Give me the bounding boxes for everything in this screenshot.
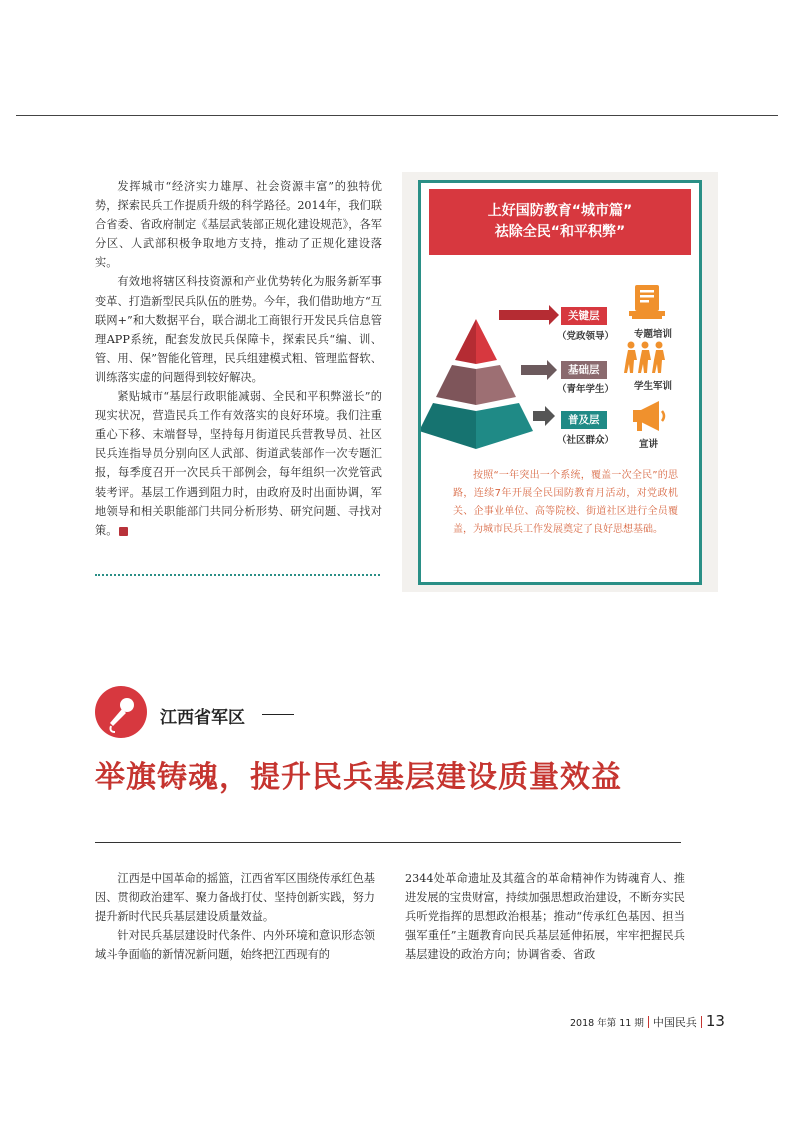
article-headline: 举旗铸魂，提升民兵基层建设质量效益 [95,760,622,795]
layer-label-key: 关键层 [561,307,607,325]
end-mark-icon: 民 [119,527,128,536]
megaphone-icon [629,399,671,433]
footer-issue: 2018 年第 11 期 [570,1018,644,1029]
document-stand-icon [626,283,668,321]
section-kicker: 江西省军区 [160,708,245,728]
page-number: 13 [705,1012,725,1030]
kicker-dash [262,714,294,715]
section-badge [95,686,147,738]
footer-separator [648,1016,649,1028]
bottom-right-column [405,869,685,964]
microphone-icon [95,686,147,738]
paragraph: 发挥城市“经济实力雄厚、社会资源丰富”的独特优势，探索民兵工作提质升级的科学路径。2014年，我们联合省委、省政府制定《基层武装部正规化建设规范》，各军分区、人武部积极争取地方支持，推动了正规化建设落实。 [95,180,382,270]
info-box-body: 按照“一年突出一个系统，覆盖一次全民”的思路，连续7年开展全民国防教育月活动，对党政机关、企事业单位、高等院校、街道社区进行全员覆盖，为城市民兵工作发展奠定了良好思想基础。 [453,470,678,535]
icon-caption-training: 专题培训 [634,329,673,340]
layer-sub-key: （党政领导） [557,331,615,342]
layer-sub-base: （青年学生） [557,384,615,395]
pyramid-top-layer [455,319,476,364]
pyramid-middle-layer [436,365,476,405]
layer-sub-general: （社区群众） [557,435,615,446]
dotted-divider [95,574,380,576]
icon-caption-military-training: 学生军训 [634,381,673,392]
paragraph: 紧贴城市“基层行政职能减弱、全民和平积弊滋长”的现实状况，营造民兵工作有效落实的良好环境。我们注重重心下移、末端督导，坚持每月街道民兵营教导员、社区民兵连指导员分别向区人武部、街道武装部作一次专题汇报，每季度召开一次民兵干部例会，每年组织一次党管武装考评。基层工作遇到阻力时，由政府及时出面协调，军地领导和相关职能部门共同分析形势、研究问题、寻找对策。 民 [95,390,382,537]
pyramid-bottom-layer [421,403,476,449]
layer-label-general: 普及层 [561,411,607,429]
arrow-base-layer [521,360,557,380]
banner-title-line2: 祛除全民“和平积弊” [494,224,626,240]
left-article-column [95,177,382,540]
info-box-banner [429,189,691,255]
arrow-general-layer [533,406,555,426]
paragraph: 江西是中国革命的摇篮，江西省军区围绕传承红色基因、贯彻政治建军、聚力备战打仗、坚持创新实践，努力提升新时代民兵基层建设质量效益。 [95,872,375,924]
header-rule [16,115,778,116]
layer-label-base: 基础层 [561,361,607,379]
paragraph: 有效地将辖区科技资源和产业优势转化为服务新军事变革、打造新型民兵队伍的胜势。今年，我们借助地方“互联网+”和大数据平台，联合湖北工商银行开发民兵信息管理APP系统，配套发放民兵保障卡，探索民兵“编、训、管、用、保”智能化管理，民兵组建模式粗、管理监督软、训练落实虚的问题得到较好解决。 [95,275,382,384]
paragraph: 2344处革命遗址及其蕴含的革命精神作为铸魂育人、推进发展的宝贵财富，持续加强思想政治建设，不断夯实民兵听党指挥的思想政治根基；推动“传承红色基因、担当强军重任”主题教育向民兵基层延伸拓展，牢牢把握民兵基层建设的政治方向；协调省委、省政 [405,872,685,962]
page-footer [570,1012,725,1030]
arrow-key-layer [499,305,559,325]
footer-separator [701,1016,702,1028]
info-box [418,180,702,585]
banner-title-line1: 上好国防教育“城市篇” [487,203,633,219]
bottom-left-column [95,869,375,964]
icon-caption-lecture: 宣讲 [639,439,659,450]
paragraph: 针对民兵基层建设时代条件、内外环境和意识形态领域斗争面临的新情况新问题，始终把江西现有的 [95,929,375,962]
marching-people-icon [623,341,673,375]
footer-magazine: 中国民兵 [652,1016,697,1029]
headline-rule [95,842,681,843]
